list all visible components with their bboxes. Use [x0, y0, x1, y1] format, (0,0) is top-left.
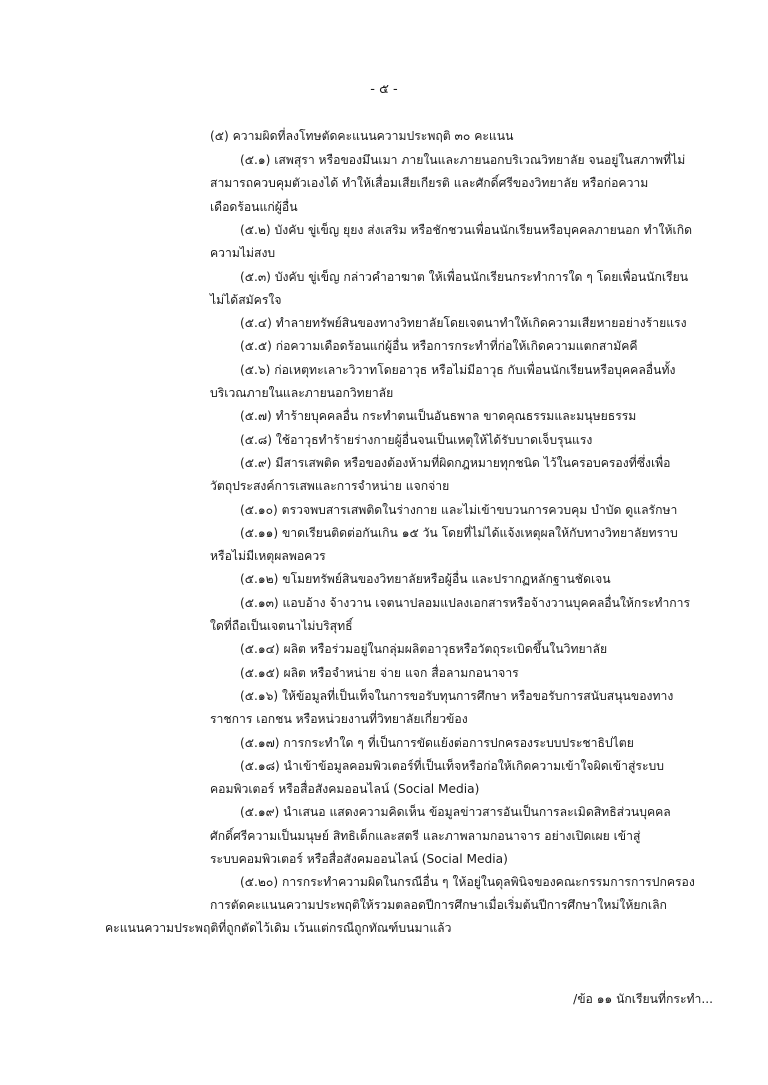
item-continuation-line: ระบบคอมพิวเตอร์ หรือสื่อสังคมออนไลน์ (Social Media) — [210, 852, 508, 866]
item-line: (๕.๑๐) ตรวจพบสารเสพติดในร่างกาย และไม่เข้าขบวนการควบคุม บำบัด ดูแลรักษา — [240, 503, 678, 517]
footer-note: /ข้อ ๑๑ นักเรียนที่กระทำ... — [573, 992, 713, 1006]
item-line: (๕.๕) ก่อความเดือดร้อนแก่ผู้อื่น หรือการกระทำที่ก่อให้เกิดความแตกสามัคคี — [240, 339, 638, 353]
item-continuation-line: เดือดร้อนแก่ผู้อื่น — [210, 200, 298, 214]
closing-line: การตัดคะแนนความประพฤติให้รวมตลอดปีการศึกษาเมื่อเริ่มต้นปีการศึกษาใหม่ให้ยกเลิก — [210, 898, 667, 912]
item-line: (๕.๙) มีสารเสพติด หรือของต้องห้ามที่ผิดกฎหมายทุกชนิด ไว้ในครอบครองที่ซึ่งเพื่อ — [240, 456, 671, 470]
item-line: (๕.๑๖) ให้ข้อมูลที่เป็นเท็จในการขอรับทุนการศึกษา หรือขอรับการสนับสนุนของทาง — [240, 689, 674, 703]
item-line: (๕.๑๔) ผลิต หรือร่วมอยู่ในกลุ่มผลิตอาวุธหรือวัตถุระเบิดขึ้นในวิทยาลัย — [240, 642, 608, 656]
item-line: (๕.๗) ทำร้ายบุคคลอื่น กระทำตนเป็นอันธพาล ขาดคุณธรรมและมนุษยธรรม — [240, 409, 637, 423]
item-continuation-line: ไม่ได้สมัครใจ — [210, 293, 282, 307]
item-continuation-line: ความไม่สงบ — [210, 246, 276, 260]
item-line: (๕.๑๓) แอบอ้าง จ้างวาน เจตนาปลอมแปลงเอกสารหรือจ้างวานบุคคลอื่นให้กระทำการ — [240, 596, 691, 610]
item-line: (๕.๑๗) การกระทำใด ๆ ที่เป็นการขัดแย้งต่อการปกครองระบบประชาธิปไตย — [240, 736, 634, 750]
item-line: (๕.๑๙) นำเสนอ แสดงความคิดเห็น ข้อมูลข่าวสารอันเป็นการละเมิดสิทธิส่วนบุคคล — [240, 805, 671, 819]
item-continuation-line: หรือไม่มีเหตุผลพอควร — [210, 549, 326, 563]
page-number: - ๕ - — [370, 82, 398, 97]
item-line: (๕.๓) บังคับ ขู่เข็ญ กล่าวคำอาฆาต ให้เพื่อนนักเรียนกระทำการใด ๆ โดยเพื่อนนักเรียน — [240, 270, 689, 284]
item-line: (๕.๑๘) นำเข้าข้อมูลคอมพิวเตอร์ที่เป็นเท็จหรือก่อให้เกิดความเข้าใจผิดเข้าสู่ระบบ — [240, 759, 664, 773]
item-line: (๕.๑) เสพสุรา หรือของมึนเมา ภายในและภายนอกบริเวณวิทยาลัย จนอยู่ในสภาพที่ไม่ — [240, 153, 686, 167]
closing-line: คะแนนความประพฤติที่ถูกตัดไว้เดิม เว้นแต่กรณีถูกทัณฑ์บนมาแล้ว — [105, 921, 452, 935]
item-line: (๕.๔) ทำลายทรัพย์สินของทางวิทยาลัยโดยเจตนาทำให้เกิดความเสียหายอย่างร้ายแรง — [240, 316, 687, 330]
item-line: (๕.๘) ใช้อาวุธทำร้ายร่างกายผู้อื่นจนเป็นเหตุให้ได้รับบาดเจ็บรุนแรง — [240, 433, 593, 447]
item-continuation-line: วัตถุประสงค์การเสพและการจำหน่าย แจกจ่าย — [210, 479, 450, 493]
item-line: (๕.๑๕) ผลิต หรือจำหน่าย จ่าย แจก สื่อลามกอนาจาร — [240, 666, 519, 680]
item-continuation-line: บริเวณภายในและภายนอกวิทยาลัย — [210, 386, 394, 400]
item-continuation-line: ศักดิ์ศรีความเป็นมนุษย์ สิทธิเด็กและสตรี และภาพลามกอนาจาร อย่างเปิดเผย เข้าสู่ — [210, 829, 641, 843]
item-line: (๕.๑๒) ขโมยทรัพย์สินของวิทยาลัยหรือผู้อื่น และปรากฏหลักฐานชัดเจน — [240, 572, 611, 586]
item-line: (๕.๒) บังคับ ขู่เข็ญ ยุยง ส่งเสริม หรือชักชวนเพื่อนนักเรียนหรือบุคคลภายนอก ทำให้เกิด — [240, 223, 693, 237]
item-line: (๕.๒๐) การกระทำความผิดในกรณีอื่น ๆ ให้อยู่ในดุลพินิจของคณะกรรมการการปกครอง — [240, 875, 695, 889]
item-continuation-line: สามารถควบคุมตัวเองได้ ทำให้เสื่อมเสียเกียรติ และศักดิ์ศรีของวิทยาลัย หรือก่อความ — [210, 176, 649, 190]
section-heading: (๕) ความผิดที่ลงโทษตัดคะแนนความประพฤติ ๓๐ คะแนน — [210, 129, 514, 143]
item-continuation-line: คอมพิวเตอร์ หรือสื่อสังคมออนไลน์ (Social Media) — [210, 782, 480, 796]
item-line: (๕.๑๑) ขาดเรียนติดต่อกันเกิน ๑๕ วัน โดยที่ไม่ได้แจ้งเหตุผลให้กับทางวิทยาลัยทราบ — [240, 526, 678, 540]
item-continuation-line: ราชการ เอกชน หรือหน่วยงานที่วิทยาลัยเกี่ยวข้อง — [210, 712, 468, 726]
item-continuation-line: ใดที่ถือเป็นเจตนาไม่บริสุทธิ์ — [210, 619, 353, 633]
item-line: (๕.๖) ก่อเหตุทะเลาะวิวาทโดยอาวุธ หรือไม่มีอาวุธ กับเพื่อนนักเรียนหรือบุคคลอื่นทั้ง — [240, 363, 676, 377]
